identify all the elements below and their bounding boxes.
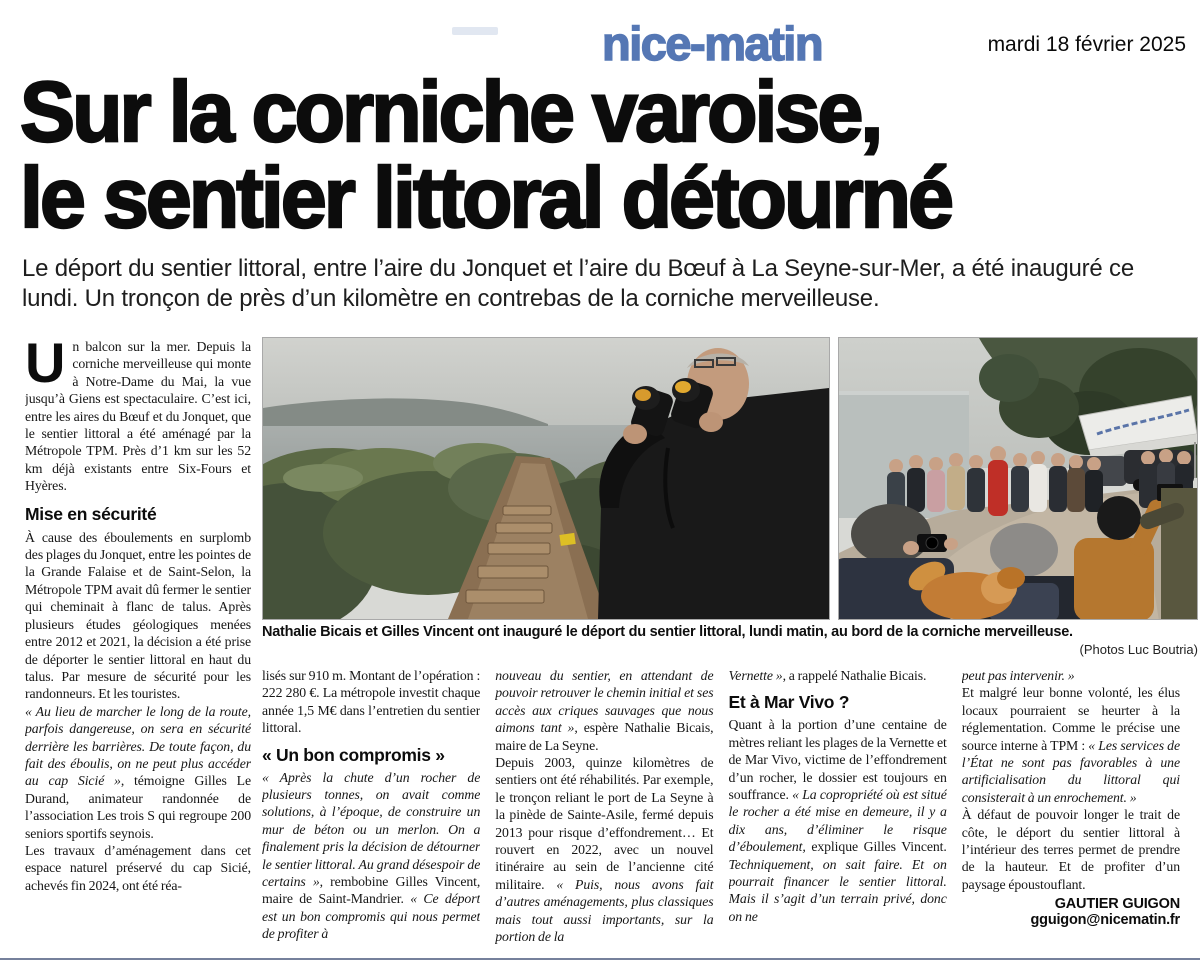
body-text: Depuis 2003, quinze kilomètres de sentiers ont été réhabilités. Par exemple, le tronçon reliant le port de La Seyne à la pinède de Sainte-Asile, fermé depuis 2013 pour risque d’effondrement… Et rouvert en 2022, avec un nouvel itinéraire au sein de l’ancienne cité militaire.: [495, 755, 714, 892]
paragraph-quote: [495, 754, 713, 945]
paragraph: Les travaux d’aménagement dans cet espace naturel préservé du cap Sicié, achevés fin 2024, ont été réa-: [25, 842, 251, 893]
body-text: , rembobine Gilles Vincent, maire de Saint-Mandrier.: [262, 874, 481, 907]
paragraph-quote: [25, 703, 251, 842]
article-columns-bottom: [262, 667, 1180, 958]
paragraph-quote: [962, 684, 1180, 806]
quote-italic-text: « Les services de l’État ne sont pas favorables à une artificialisation du littoral qui consisterait à un enrochement. »: [961, 737, 1180, 805]
paragraph-quote: [495, 667, 713, 754]
quote-italic-text: nouveau du sentier, en attendant de pouvoir retrouver le chemin initial et ses accès aux criques sauvages que nous aimons tant »: [495, 668, 714, 736]
article-headline: [20, 65, 980, 246]
quote-italic-text: Techniquement, on sait faire. Et on pourrait financer le sentier littoral. Mais il s’agit d’un terrain privé, donc on ne: [728, 856, 947, 924]
paragraph: [25, 338, 251, 495]
quote-italic-text: « La copropriété où est situé le rocher a été mise en demeure, il y a dix ans, d’éliminer le risque d’éboulement,: [728, 787, 947, 855]
masthead-logo: nice-matin: [602, 17, 823, 70]
edition-date: mardi 18 février 2025: [987, 33, 1186, 56]
coastal-path-photo: [262, 337, 830, 620]
body-text: Et malgré leur bonne volonté, les élus locaux pourraient se heurter à la réglementation. Comme le précise une source interne à TPM :: [961, 685, 1180, 753]
subhead-un-bon-compromis: « Un bon compromis »: [262, 744, 445, 765]
red-coat-woman: [988, 460, 1008, 516]
section-divider-rule: [0, 958, 1200, 961]
quote-italic-text: Vernette »: [728, 668, 783, 683]
headline-line1: Sur la corniche varoise,: [20, 65, 881, 160]
article-column-5: [962, 667, 1180, 958]
inauguration-crowd-photo: [838, 337, 1198, 620]
standfirst: Le déport du sentier littoral, entre l’aire du Jonquet et l’aire du Bœuf à La Seyne-sur-Mer, a été inauguré ce lundi. Un tronçon de près d’un kilomètre en contrebas de la corniche merveilleuse.: [22, 255, 1134, 312]
article-column-1: [25, 338, 251, 956]
print-artifact: [452, 27, 498, 35]
article-column-3: [495, 667, 713, 958]
paragraph: À défaut de pouvoir longer le trait de côte, le déport du sentier littoral à l’intérieur des terres permet de prendre de la hauteur. Et de profiter d’un paysage époustouflant.: [961, 807, 1180, 892]
paragraph-quote: [962, 667, 1180, 684]
headline-line2: le sentier littoral détourné: [20, 151, 952, 246]
black-beanie: [1097, 496, 1141, 540]
coastal-path-illustration: [263, 338, 829, 619]
inauguration-illustration: [839, 338, 1197, 619]
paragraph: lisés sur 910 m. Montant de l’opération : 222 280 €. La métropole investit chaque année 1,5 M€ dans l’entretien du sentier littoral.: [262, 668, 481, 736]
author-byline: GAUTIER GUIGON: [1054, 896, 1180, 913]
paragraph: À cause des éboulements en surplomb des plages du Jonquet, entre les pointes de la Grande Falaise et de Saint-Selon, la Métropole TPM avait dû fermer le sentier qui cheminait à flanc de talus. Après plusieurs études géologiques menées entre 2012 et 2021, la décision a été prise de déporter le sentier littoral en haut du talus. Par mesure de sécurité pour les randonneurs. Et les touristes.: [25, 529, 251, 702]
quote-italic-text: peut pas intervenir. »: [961, 668, 1075, 683]
quote-italic-text: « Ce déport est un bon compromis qui nous permet de profiter à: [262, 891, 481, 942]
paragraph-quote: [729, 716, 947, 925]
dropcap-letter: U: [25, 338, 66, 394]
article-column-2: [262, 667, 480, 958]
body-text: explique Gilles Vincent.: [805, 839, 947, 855]
quote-italic-text: « Puis, nous avons fait d’autres aménagements, plus classiques mais tout aussi importants, sur la portion de la: [495, 876, 714, 945]
subhead-et-a-mar-vivo: Et à Mar Vivo ?: [728, 692, 850, 713]
author-email: gguigon@nicematin.fr: [1030, 912, 1180, 929]
quote-italic-text: « Après la chute d’un rocher de plusieurs tonnes, on avait comme solutions, à l’époque, de construire un mur de béton ou un merlon. On a finalement pris la décision de détourner le sentier littoral. Au grand désespoir de certains »: [262, 769, 481, 890]
quote-italic-text: « Au lieu de marcher le long de la route, parfois dangereuse, on sera en sécurité derrière les barrières. De toute façon, du fait des éboulis, on ne peut plus accéder au cap Sicié »: [25, 703, 251, 789]
body-text: Quant à la portion d’une centaine de mètres reliant les plages de la Vernette et de Mar Vivo, victime de l’effondrement d’un rocher, le dossier est toujours en souffrance.: [728, 717, 947, 803]
paragraph-quote: [729, 667, 947, 684]
caption-block: [262, 624, 1198, 657]
photo-credit: (Photos Luc Boutria): [1079, 642, 1198, 657]
photo-caption: Nathalie Bicais et Gilles Vincent ont inauguré le déport du sentier littoral, lundi matin, au bord de la corniche merveilleuse.: [262, 624, 1073, 640]
article-column-4: [729, 667, 947, 958]
paragraph-quote: [262, 769, 480, 943]
paragraph-text: n balcon sur la mer. Depuis la corniche merveilleuse qui monte à Notre-Dame du Mai, la vue jusqu’à Giens est spectaculaire. C’est ici, entre les aires du Bœuf et du Jonquet, que le sentier littoral a été aménagé par la Métropole TPM. Près d’1 km sur les 52 km déjà existants entre Six-Fours et Hyères.: [25, 339, 251, 494]
subhead-mise-en-securite: Mise en sécurité: [25, 503, 157, 524]
body-text: , témoigne Gilles Le Durand, animateur randonnée de l’association Les trois S qui regroupe 200 seniors sportifs seynois.: [25, 773, 251, 841]
body-text: , a rappelé Nathalie Bicais.: [782, 668, 927, 683]
body-text: , espère Nathalie Bicais, maire de La Seyne.: [495, 720, 714, 753]
yellow-trail-marker: [559, 533, 575, 546]
